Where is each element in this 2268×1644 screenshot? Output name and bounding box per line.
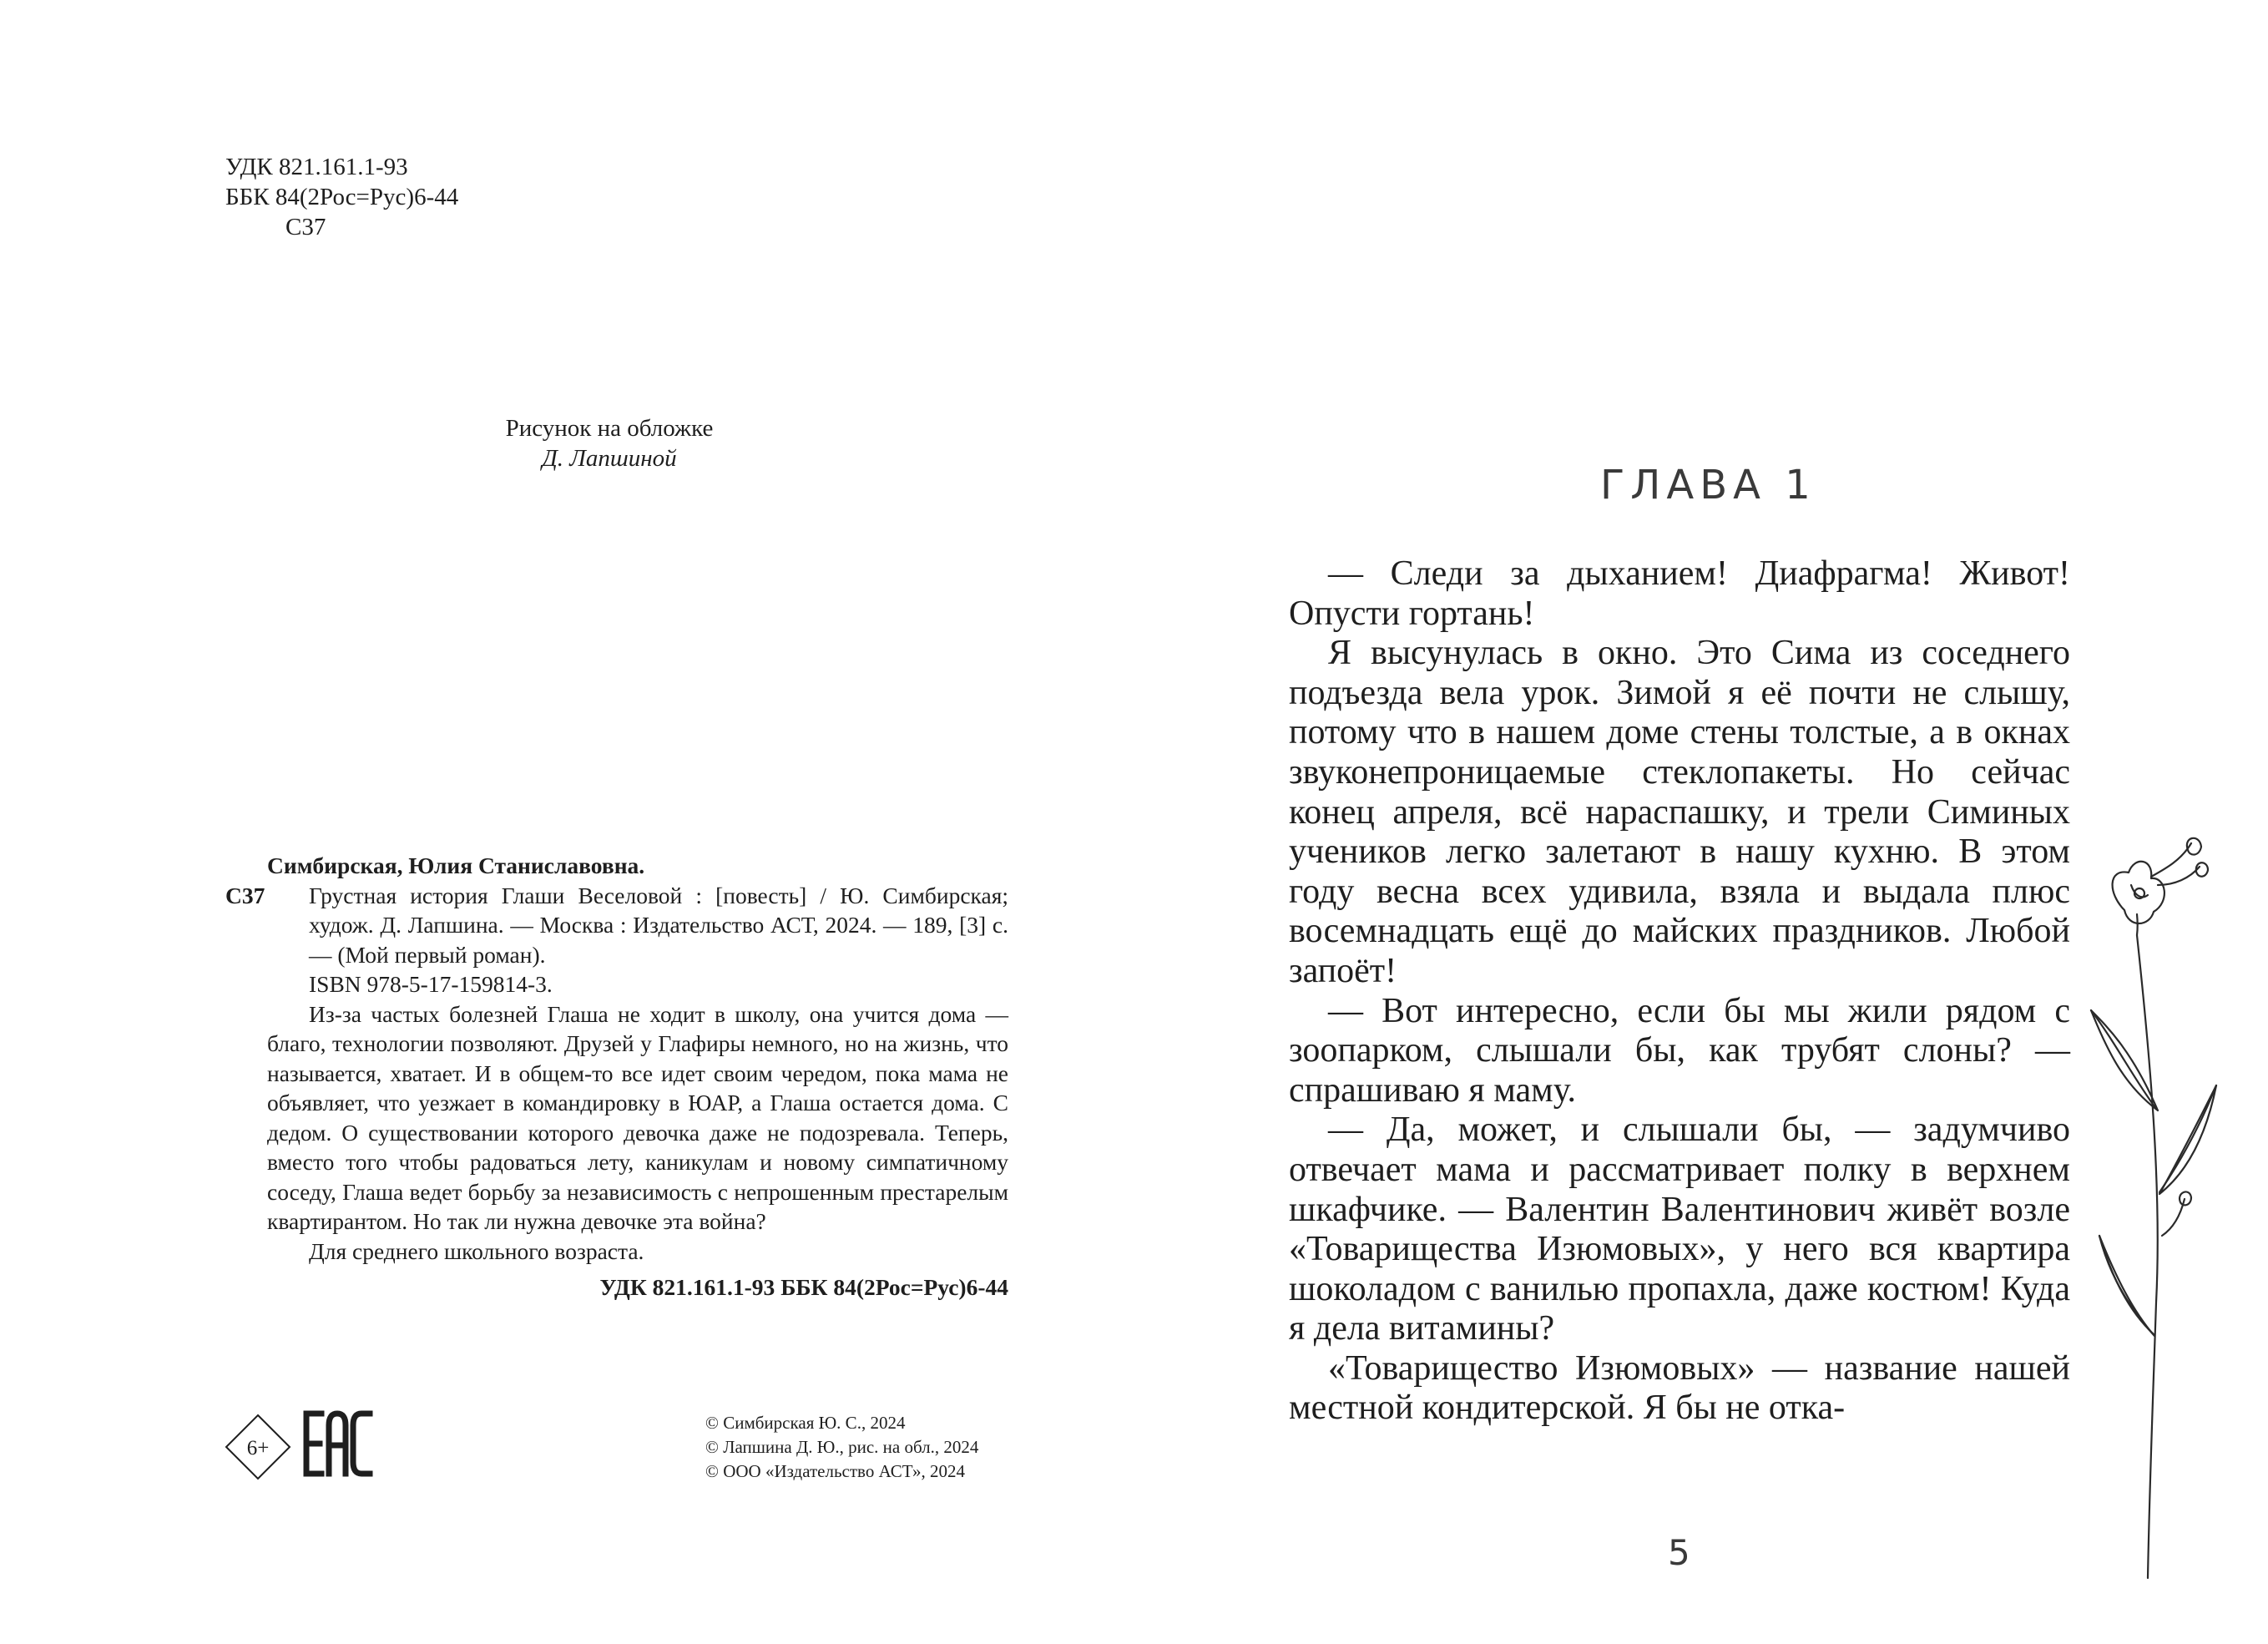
story-paragraph: Я высунулась в окно. Это Сима из соседнего подъезда вела урок. Зимой я её почти не слышу, потому что в нашем доме стены толстые, а в окнах звуконепроницаемые стеклопакеты. Но сейчас конец апреля, всё нараспашку, и трели Симиных учеников легко залетают в нашу кухню. В этом году весна всех удивила, взяла и выдала плюс восемнадцать ещё до майских праздников. Любой запоёт! — [1289, 634, 2070, 990]
author-mark: С37 — [285, 214, 326, 240]
record-bbk: ББК 84(2Рос=Рус)6-44 — [780, 1274, 1008, 1300]
story-paragraph: «Товарищество Изюмовых» — название нашей местной кондитерской. Я бы не отка- — [1289, 1348, 2070, 1428]
annotation-text: Из-за частых болезней Глаша не ходит в школу, она учится дома — благо, технологии позволяют. Друзей у Глафиры немного, но на жизнь, что называется, хватает. И в общем-то все идет своим чередом, пока мама не объявляет, что уезжает в командировку в ЮАР, а Глаша остается дома. С дедом. О существовании которого девочка даже не подозревала. Теперь, вместо того чтобы радоваться лету, каникулам и новому симпатичному соседу, Глаша ведет борьбу за независимость с непрошенным престарелым квартирантом. Но так ли нужна девочке эта война? — [267, 1000, 1008, 1234]
cover-credit-label: Рисунок на обложке — [505, 415, 714, 442]
bibliographic-record — [225, 851, 1008, 1303]
flower-illustration-icon — [2083, 835, 2225, 1586]
copyright-line: © ООО «Издательство АСТ», 2024 — [705, 1461, 965, 1481]
cover-illustration-credit — [434, 413, 785, 473]
record-udk: УДК 821.161.1-93 — [599, 1274, 775, 1300]
eac-certification-mark — [303, 1409, 373, 1479]
chapter-title: ГЛАВА 1 — [1600, 462, 1816, 508]
bbk-code: ББК 84(2Рос=Рус)6-44 — [225, 184, 459, 210]
eac-logo-icon — [303, 1409, 373, 1479]
entry-author-mark: С37 — [225, 882, 265, 908]
age-rating-text: 6+ — [246, 1437, 270, 1459]
author-heading: Симбирская, Юлия Станиславовна. — [267, 852, 645, 878]
annotation — [225, 999, 1008, 1237]
description-text: Грустная история Глаши Веселовой : [повесть] / Ю. Симбирская; худож. Д. Лапшина. — Москва : Издательство АСТ, 2024. — 189, [3] с. — (Мой первый роман). — [309, 882, 1008, 968]
isbn: ISBN 978-5-17-159814-3. — [309, 971, 553, 997]
page-number: 5 — [1668, 1532, 1690, 1573]
cover-credit-artist: Д. Лапшиной — [542, 445, 677, 472]
udk-code: УДК 821.161.1-93 — [225, 154, 408, 180]
copyright-line: © Лапшина Д. Ю., рис. на обл., 2024 — [705, 1437, 979, 1457]
story-paragraph: — Следи за дыханием! Диафрагма! Живот! Опусти гортань! — [1289, 554, 2070, 633]
audience-note: Для среднего школьного возраста. — [309, 1237, 644, 1264]
age-rating-badge — [225, 1414, 291, 1480]
story-text — [1289, 554, 2070, 1429]
story-paragraph: — Вот интересно, если бы мы жили рядом с зоопарком, слышали бы, как трубят слоны? — спрашиваю я маму. — [1289, 991, 2070, 1110]
copyright-line: © Симбирская Ю. С., 2024 — [705, 1413, 906, 1433]
record-codes — [225, 1272, 1008, 1303]
bibliographic-description — [225, 881, 1008, 970]
classification-block — [225, 152, 458, 242]
story-paragraph: — Да, может, и слышали бы, — задумчиво отвечает мама и рассматривает полку в верхнем шкафчике. — Валентин Валентинович живёт возле «Товарищества Изюмовых», у него вся квартира шоколадом с ванилью пропахла, даже костюм! Куда я дела витамины? — [1289, 1110, 2070, 1348]
copyright-block — [705, 1411, 978, 1484]
